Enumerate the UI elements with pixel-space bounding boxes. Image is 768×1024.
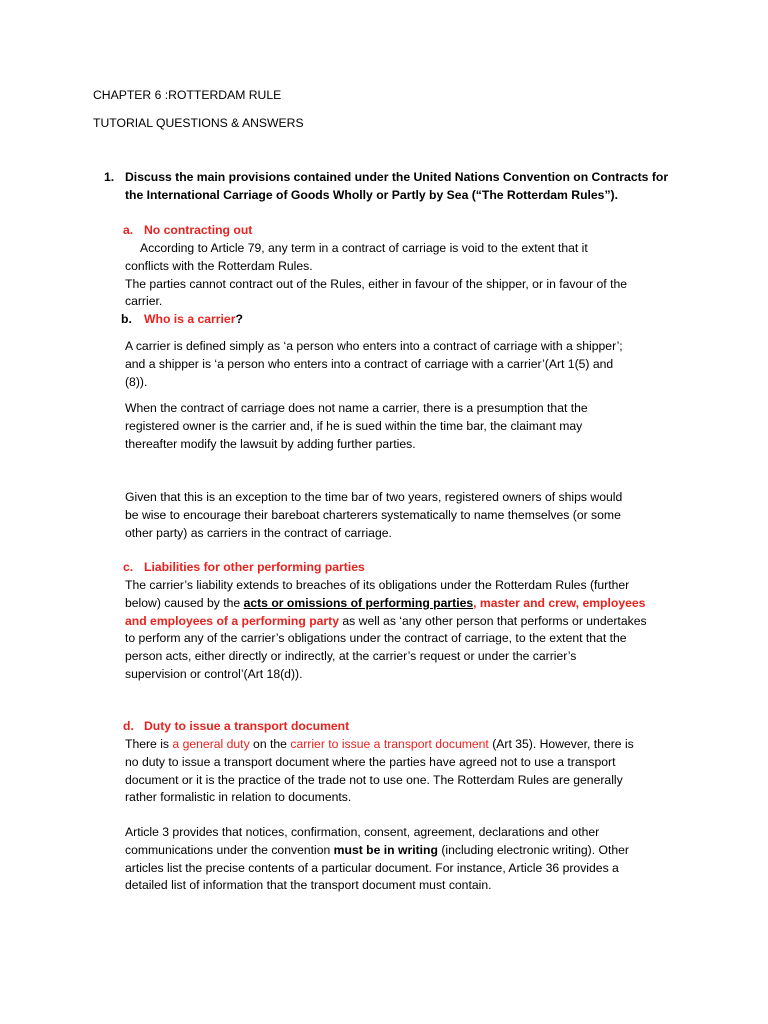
text-run: There is	[125, 737, 173, 751]
question-number: 1.	[104, 170, 115, 184]
section-d-heading: Duty to issue a transport document	[144, 719, 350, 733]
paragraph-line: person acts, either directly or indirectly, at the carrier’s request or under the carrier’s	[125, 649, 577, 664]
highlighted-phrase: a general duty	[172, 737, 250, 751]
section-c-body	[125, 577, 647, 684]
section-d-para-1	[125, 736, 634, 807]
section-b-marker: b.	[121, 312, 132, 326]
paragraph-line: According to Article 79, any term in a contract of carriage is void to the extent that it	[140, 241, 588, 255]
paragraph-line: no duty to issue a transport document where the parties have agreed not to use a transport	[125, 754, 616, 769]
paragraph-line: be wise to encourage their bareboat charterers systematically to name themselves (or some	[125, 507, 621, 522]
question-line: the International Carriage of Goods Wholly or Partly by Sea (“The Rotterdam Rules”).	[125, 187, 618, 202]
paragraph-line: When the contract of carriage does not name a carrier, there is a presumption that the	[125, 401, 588, 415]
paragraph-line	[125, 736, 634, 754]
section-a-heading: No contracting out	[144, 223, 253, 237]
text-run: on the	[249, 737, 291, 751]
chapter-title: CHAPTER 6 :ROTTERDAM RULE	[93, 88, 282, 102]
paragraph-line: to perform any of the carrier’s obligations under the contract of carriage, to the extent that the	[125, 631, 627, 646]
paragraph-line: registered owner is the carrier and, if he is sued within the time bar, the claimant may	[125, 418, 583, 433]
paragraph-line: document or it is the practice of the trade not to use one. The Rotterdam Rules are generally	[125, 772, 623, 787]
paragraph-line: other party) as carriers in the contract of carriage.	[125, 525, 392, 540]
paragraph-line: thereafter modify the lawsuit by adding further parties.	[125, 436, 416, 451]
paragraph-line: Given that this is an exception to the time bar of two years, registered owners of ships would	[125, 490, 623, 504]
paragraph-line: A carrier is defined simply as ‘a person who enters into a contract of carriage with a shipper’;	[125, 339, 623, 353]
text-run: (including electronic writing). Other	[437, 842, 629, 857]
paragraph-line: detailed list of information that the transport document must contain.	[125, 878, 492, 893]
section-d-marker: d.	[123, 719, 134, 733]
paragraph-line: and a shipper is ‘a person who enters into a contract of carriage with a carrier’(Art 1(5) and	[125, 356, 614, 371]
highlighted-phrase: , master and crew, employees	[473, 595, 646, 610]
section-c-heading: Liabilities for other performing parties	[144, 560, 365, 574]
bold-phrase: must be in writing	[333, 842, 438, 857]
text-run: below) caused by the	[125, 595, 244, 610]
section-d-para-2	[125, 824, 629, 895]
underlined-phrase: acts or omissions of performing parties	[243, 595, 474, 610]
paragraph-line	[125, 595, 647, 613]
paragraph-line: The parties cannot contract out of the Rules, either in favour of the shipper, or in favour of the	[125, 276, 628, 291]
section-b-heading-text: Who is a carrier	[144, 312, 236, 326]
paragraph-line: articles list the precise contents of a particular document. For instance, Article 36 provides a	[125, 860, 619, 875]
section-c-marker: c.	[123, 560, 134, 574]
section-b-para-1	[125, 338, 623, 391]
paragraph-line: conflicts with the Rotterdam Rules.	[125, 258, 313, 273]
paragraph-line	[125, 613, 647, 631]
section-a-marker: a.	[123, 223, 134, 237]
section-b-heading-suffix: ?	[235, 312, 243, 326]
tutorial-subtitle: TUTORIAL QUESTIONS & ANSWERS	[93, 116, 304, 130]
paragraph-line: (8)).	[125, 374, 148, 389]
highlighted-phrase: carrier to issue a transport document	[290, 737, 489, 751]
text-run: communications under the convention	[125, 842, 334, 857]
paragraph-line	[125, 842, 629, 860]
question-text	[125, 169, 668, 205]
paragraph-line: supervision or control’(Art 18(d)).	[125, 666, 303, 681]
section-a-body	[125, 240, 627, 311]
paragraph-line: rather formalistic in relation to documents.	[125, 790, 352, 805]
question-line: Discuss the main provisions contained under the United Nations Convention on Contracts for	[125, 170, 669, 184]
section-b-heading	[144, 311, 243, 329]
paragraph-line: The carrier’s liability extends to breaches of its obligations under the Rotterdam Rules (further	[125, 578, 630, 592]
text-run: (Art 35). However, there is	[488, 737, 634, 751]
section-b-para-2	[125, 400, 588, 453]
section-b-para-3	[125, 489, 622, 542]
paragraph-line: carrier.	[125, 294, 163, 309]
highlighted-phrase: and employees of a performing party	[125, 613, 340, 628]
text-run: as well as ‘any other person that performs or undertakes	[339, 613, 647, 628]
paragraph-line: Article 3 provides that notices, confirmation, consent, agreement, declarations and other	[125, 825, 600, 839]
